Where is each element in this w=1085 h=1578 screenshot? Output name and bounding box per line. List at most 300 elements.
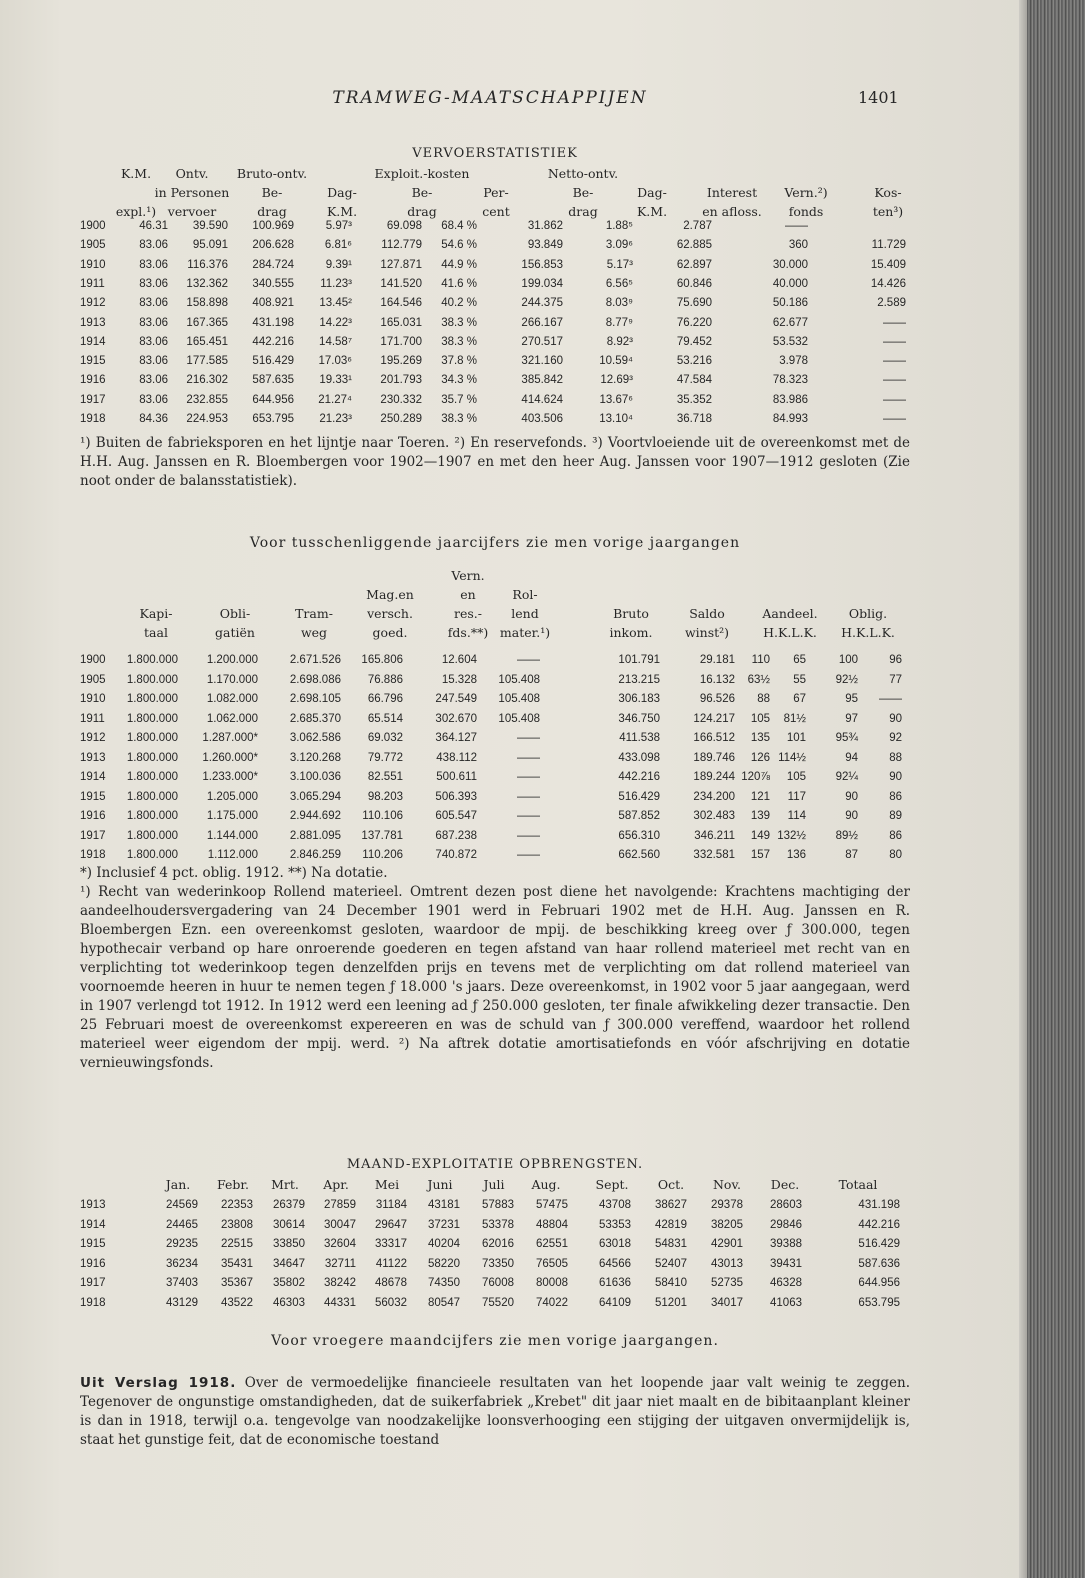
table-cell: 230.332 [380, 393, 422, 406]
table-cell: 587.636 [858, 1257, 900, 1270]
table-cell: 84.36 [139, 413, 168, 425]
column-header: taal [144, 625, 168, 640]
table-cell: 96.526 [699, 693, 735, 705]
table-cell: 43129 [166, 1296, 198, 1309]
table-cell: 83.986 [772, 393, 808, 406]
table-cell: 1.800.000 [126, 654, 178, 666]
table-cell: 92¼ [835, 771, 858, 783]
table-row [80, 394, 910, 413]
column-header: drag [407, 204, 437, 219]
table-cell: 332.581 [693, 849, 735, 861]
table-cell: 3.09⁶ [605, 239, 633, 252]
table-cell: 8.77⁹ [605, 316, 633, 329]
table-cell: 61636 [599, 1277, 631, 1289]
table-cell: 74350 [428, 1277, 460, 1289]
table-cell: 22353 [221, 1199, 253, 1211]
column-header: Rol- [512, 587, 538, 602]
table-cell: 24465 [166, 1218, 198, 1231]
table-row [80, 771, 910, 790]
table-cell: 740.872 [435, 849, 477, 861]
table-cell: 12.604 [441, 654, 477, 666]
table-cell: 63018 [599, 1238, 631, 1250]
table-row [80, 810, 910, 829]
table-cell: 13.67⁶ [599, 393, 633, 406]
table-cell: 93.849 [527, 239, 563, 252]
table-cell: 42819 [655, 1218, 687, 1231]
column-header: fonds [788, 204, 824, 219]
column-header: Oblig. [848, 606, 888, 621]
row-year: 1914 [80, 1218, 106, 1231]
table-cell: 189.746 [693, 751, 735, 764]
table-cell: 2.881.095 [289, 829, 341, 842]
column-header: Vern. [451, 568, 485, 583]
table-cell: 2.846.259 [289, 849, 341, 861]
table-cell: 74022 [536, 1296, 568, 1309]
column-header: Be- [261, 185, 283, 200]
table-cell: 1.88⁵ [605, 220, 633, 232]
column-header: K.M. [326, 204, 358, 219]
table-cell: 306.183 [618, 693, 660, 705]
table-row [80, 654, 910, 673]
verslag-text: Over de vermoedelijke financieele resultaten van het loopende jaar valt weinig te zeggen. Tegenover de ongunstige omstandigheden, dat de suikerfabriek „Krebet" dit jaar niet maalt en de bibitaanplant kleiner is dan in 1918, terwijl o.a. tengevolge van noodzakelijke loonsverhooging een stijging der uitgaven onvermijdelijk is, staat het gunstige feit, dat de economische toestand [80, 1375, 910, 1448]
table-cell: 33850 [273, 1238, 305, 1250]
table-cell: 35802 [273, 1277, 305, 1289]
table-cell: 321.160 [521, 355, 563, 368]
table-cell: 1.205.000 [206, 790, 258, 803]
table-cell: 40204 [428, 1238, 460, 1250]
row-year: 1915 [80, 1238, 106, 1250]
table-cell: 346.211 [694, 829, 735, 842]
table-cell: 414.624 [521, 393, 563, 406]
table-cell: 80547 [428, 1296, 460, 1309]
table-cell: 1.800.000 [126, 771, 178, 783]
table-cell: —— [517, 732, 540, 744]
table-cell: 27859 [324, 1199, 356, 1211]
column-header: Obli- [219, 606, 251, 621]
row-year: 1916 [80, 810, 106, 822]
balans-table [80, 568, 910, 868]
table-cell: 442.216 [858, 1218, 900, 1231]
table-cell: 32604 [324, 1238, 356, 1250]
column-header: weg [300, 625, 328, 640]
table-cell: 76.886 [367, 673, 403, 686]
table-cell: 67 [793, 693, 806, 705]
table-cell: 206.628 [252, 239, 294, 252]
note-vroegere: Voor vroegere maandcijfers zie men vorige jaargangen. [271, 1333, 719, 1349]
table-cell: 16.132 [699, 673, 735, 686]
table-cell: —— [883, 413, 906, 425]
table-cell: 73350 [482, 1257, 514, 1270]
table-cell: 83.06 [139, 297, 168, 310]
table-cell: 101 [786, 732, 806, 744]
table-cell: 1.200.000 [206, 654, 258, 666]
table-cell: 58410 [655, 1277, 687, 1289]
balans-footnote-text: ¹) Recht van wederinkoop Rollend materieel. Omtrent dezen post diene het navolgende: Krachtens machtiging der aandeelhoudersvergadering van 24 December 1901 werd in Februari 1902 met de H.H. Aug. Janssen en R. Bloembergen Ezn. een overeenkomst gesloten, waardoor de mpij. de beschikking kreeg over ƒ 300.000, tegen hypothecair verband op hare onroerende goederen en tegen afstand van haar rollend materieel met recht van en verplichting tot wederinkoop tegen denzelfden prijs en tevens met de verplichting om dat rollend materieel van voornoemde heeren in huur te nemen tegen ƒ 18.000 's jaars. Deze overeenkomst, in 1902 voor 5 jaar aangegaan, werd in 1907 verlengd tot 1912. In 1912 werd een leening ad ƒ 250.000 gesloten, ter finale afwikkeling dezer transactie. Den 25 Februari moest de overeenkomst expereeren en was de schuld van ƒ 300.000 vereffend, waardoor het rollend materieel weer eigendom der mpij. werd. ²) Na aftrek dotatie amortisatiefonds en vóór afschrijving en dotatie vernieuwingsfonds. [80, 884, 910, 1071]
column-header: Be- [411, 185, 433, 200]
table-cell: 39388 [770, 1238, 802, 1250]
table-cell: 63½ [747, 673, 770, 686]
table-cell: 78.323 [772, 374, 808, 387]
table-cell: —— [785, 220, 808, 232]
row-year: 1914 [80, 771, 106, 783]
table-cell: 100.969 [252, 220, 294, 232]
table-cell: 75.690 [676, 297, 712, 310]
table-cell: 1.112.000 [207, 849, 258, 861]
month-header: Jan. [165, 1177, 191, 1192]
month-header: Aug. [531, 1177, 561, 1192]
table-cell: 41122 [375, 1257, 407, 1270]
table-cell: 44331 [324, 1296, 356, 1309]
table-cell: 90 [889, 712, 902, 725]
table-cell: 57883 [482, 1199, 514, 1211]
table-cell: 21.27⁴ [318, 393, 352, 406]
table-cell: 29846 [770, 1218, 802, 1231]
table-cell: 587.852 [618, 810, 660, 822]
table-cell: 2.698.086 [289, 673, 341, 686]
table-cell: 110.206 [362, 849, 403, 861]
column-header: Bruto [613, 606, 649, 621]
table-cell: 3.065.294 [289, 790, 341, 803]
column-header: gatiën [215, 625, 255, 640]
table-cell: 37.8 % [441, 355, 477, 368]
table-cell: 32711 [324, 1257, 356, 1270]
table-cell: —— [879, 693, 902, 705]
table-cell: 1.082.000 [206, 693, 258, 705]
table-cell: 38627 [655, 1199, 687, 1211]
table-row [80, 355, 910, 374]
row-year: 1913 [80, 316, 106, 329]
table-cell: 165.806 [361, 654, 403, 666]
table-cell: 31.862 [527, 220, 563, 232]
column-header: en afloss. [702, 204, 762, 219]
table-cell: —— [883, 393, 906, 406]
table-cell: 1.800.000 [126, 751, 178, 764]
vervoer-footnote: ¹) Buiten de fabrieksporen en het lijntje naar Toeren. ²) En reservefonds. ³) Voortvloeiende uit de overeenkomst met de H.H. Aug. Janssen en R. Bloembergen voor 1902—1907 en met den heer Aug. Janssen voor 1907—1912 gesloten (Zie noot onder de balansstatistiek). [80, 435, 910, 489]
table-cell: 94 [845, 751, 858, 764]
column-header: winst²) [684, 625, 730, 640]
table-cell: 166.512 [693, 732, 735, 744]
column-header: drag [257, 204, 287, 219]
table-cell: 35.7 % [441, 393, 477, 406]
table-cell: 284.724 [252, 258, 294, 271]
table-cell: 121 [750, 790, 770, 803]
column-header: versch. [367, 606, 413, 621]
table-cell: 64109 [599, 1296, 631, 1309]
table-cell: 6.81⁶ [324, 239, 352, 252]
column-header: Aandeel. [762, 606, 818, 621]
month-header: Mei [374, 1177, 400, 1192]
table-cell: 69.032 [367, 732, 403, 744]
table-cell: 40.2 % [441, 297, 477, 310]
table-cell: 1.800.000 [126, 790, 178, 803]
table-cell: 1.800.000 [126, 712, 178, 725]
table-cell: 105.408 [498, 712, 540, 725]
table-cell: 29.181 [699, 654, 735, 666]
table-cell: 177.585 [186, 355, 228, 368]
table-cell: 38242 [324, 1277, 356, 1289]
table-cell: 34.3 % [441, 374, 477, 387]
table-cell: 62016 [482, 1238, 514, 1250]
table-cell: 54831 [655, 1238, 687, 1250]
table-cell: 56032 [375, 1296, 407, 1309]
table-cell: 53378 [482, 1218, 514, 1231]
table-cell: 36234 [166, 1257, 198, 1270]
table-cell: 64566 [599, 1257, 631, 1270]
table-cell: 41063 [770, 1296, 802, 1309]
table-cell: 302.483 [693, 810, 735, 822]
row-year: 1911 [80, 712, 105, 725]
table-cell: 38205 [711, 1218, 743, 1231]
table-cell: 431.198 [858, 1199, 900, 1211]
month-header: Nov. [712, 1177, 742, 1192]
table-cell: 340.555 [252, 277, 294, 290]
table-cell: 1.233.000* [202, 771, 258, 783]
table-cell: 1.144.000 [206, 829, 258, 842]
table-cell: —— [517, 654, 540, 666]
column-header: Interest [706, 185, 758, 200]
table-cell: 38.3 % [441, 335, 477, 348]
table-cell: 65 [793, 654, 806, 666]
month-header: Juni [427, 1177, 453, 1192]
table-cell: 165.451 [186, 335, 228, 348]
table-cell: 662.560 [618, 849, 660, 861]
table-cell: 157 [750, 849, 770, 861]
table-cell: 15.409 [870, 258, 906, 271]
table-cell: 19.33¹ [319, 374, 352, 387]
table-cell: 38.3 % [441, 413, 477, 425]
table-cell: 82.551 [367, 771, 403, 783]
table-cell: 83.06 [139, 355, 168, 368]
table-cell: 83.06 [139, 374, 168, 387]
table-cell: 37231 [428, 1218, 460, 1231]
row-year: 1916 [80, 1257, 106, 1270]
table-row [80, 239, 910, 258]
table-cell: 89½ [835, 829, 858, 842]
table-cell: 156.853 [521, 258, 563, 271]
table-cell: 213.215 [618, 673, 660, 686]
table-cell: 34017 [711, 1296, 743, 1309]
table-cell: 53.216 [676, 355, 712, 368]
table-cell: 47.584 [676, 374, 712, 387]
table-cell: 50.186 [772, 297, 808, 310]
table-cell: 431.198 [252, 316, 294, 329]
table-cell: —— [517, 849, 540, 861]
column-header: drag [568, 204, 598, 219]
table-cell: 100 [838, 654, 858, 666]
table-cell: 75520 [482, 1296, 514, 1309]
table-row [80, 732, 910, 751]
table-cell: 29378 [711, 1199, 743, 1211]
table-cell: 86 [889, 790, 902, 803]
table-cell: 90 [845, 810, 858, 822]
table-cell: 5.97³ [325, 220, 352, 232]
row-year: 1915 [80, 790, 106, 803]
table-cell: 442.216 [252, 335, 294, 348]
table-cell: 114½ [778, 751, 806, 764]
row-year: 1910 [80, 693, 106, 705]
table-cell: 2.787 [683, 220, 712, 232]
table-cell: 62.885 [676, 239, 712, 252]
table-cell: 2.685.370 [289, 712, 341, 725]
balans-footnote-star: *) Inclusief 4 pct. oblig. 1912. **) Na dotatie. [80, 865, 388, 881]
row-year: 1910 [80, 258, 106, 271]
table-cell: 23808 [221, 1218, 253, 1231]
table-cell: 88 [757, 693, 770, 705]
table-cell: 66.796 [367, 693, 403, 705]
table-cell: 29647 [375, 1218, 407, 1231]
table-cell: 687.238 [435, 829, 477, 842]
table-cell: 653.795 [858, 1296, 900, 1309]
table-cell: 101.791 [618, 654, 660, 666]
table-row [80, 317, 910, 336]
table-cell: 250.289 [380, 413, 422, 425]
table-cell: 24569 [166, 1199, 198, 1211]
table-cell: 65.514 [367, 712, 403, 725]
table-row [80, 1297, 910, 1316]
table-cell: 51201 [655, 1296, 687, 1309]
column-header: mater.¹) [499, 625, 551, 640]
table-cell: 53.532 [772, 335, 808, 348]
table-cell: 5.17³ [606, 258, 633, 271]
month-header: Mrt. [271, 1177, 299, 1192]
table-cell: 95¾ [835, 732, 858, 744]
table-cell: 68.4 % [441, 220, 477, 232]
table-cell: 442.216 [618, 771, 660, 783]
row-year: 1918 [80, 413, 106, 425]
table-cell: 21.23³ [319, 413, 352, 425]
table-row [80, 336, 910, 355]
table-cell: 516.429 [858, 1238, 900, 1250]
column-header: Netto-ontv. [547, 166, 619, 181]
table-cell: 30614 [273, 1218, 305, 1231]
table-cell: 2.698.105 [289, 693, 341, 705]
table-cell: 139 [750, 810, 770, 822]
table-cell: 76505 [536, 1257, 568, 1270]
column-header: H.K.L.K. [841, 625, 895, 640]
table-cell: 13.10⁴ [599, 413, 633, 425]
table-cell: 234.200 [693, 790, 735, 803]
table-cell: 120⅞ [741, 771, 770, 783]
column-header: Dag- [327, 185, 357, 200]
row-year: 1913 [80, 1199, 106, 1211]
table-cell: 164.546 [380, 297, 422, 310]
table-cell: 84.993 [772, 413, 808, 425]
table-cell: 516.429 [618, 790, 660, 803]
table-cell: 8.92³ [606, 335, 633, 348]
table-cell: 195.269 [380, 355, 422, 368]
table-cell: 15.328 [441, 673, 477, 686]
month-header: Totaal [838, 1177, 878, 1192]
table-cell: 62.897 [676, 258, 712, 271]
table-cell: 13.45² [319, 297, 352, 310]
vervoerstatistiek-table [80, 142, 910, 438]
table-row [80, 693, 910, 712]
month-header: Febr. [217, 1177, 249, 1192]
table-cell: 8.03⁹ [605, 297, 633, 310]
table-cell: 1.800.000 [126, 693, 178, 705]
column-header: Tram- [295, 606, 333, 621]
table-cell: 189.244 [693, 771, 735, 783]
table-cell: 95.091 [192, 239, 228, 252]
table-cell: 270.517 [521, 335, 563, 348]
table-cell: 39.590 [192, 220, 228, 232]
row-year: 1905 [80, 239, 106, 252]
table-cell: 135 [750, 732, 770, 744]
table-cell: 385.842 [521, 374, 563, 387]
table-row [80, 752, 910, 771]
table-cell: 58220 [428, 1257, 460, 1270]
column-header: res.- [454, 606, 482, 621]
column-header: Kos- [874, 185, 902, 200]
table-cell: —— [517, 810, 540, 822]
table-cell: 57475 [536, 1199, 568, 1211]
table-cell: 46328 [770, 1277, 802, 1289]
table-cell: 95 [845, 693, 858, 705]
table-cell: 653.795 [252, 413, 294, 425]
table-cell: 3.062.586 [289, 732, 341, 744]
table-cell: 1.287.000* [202, 732, 258, 744]
column-header: Be- [572, 185, 594, 200]
table-cell: 77 [889, 673, 902, 686]
table-cell: 132½ [777, 829, 806, 842]
table-cell: 364.127 [435, 732, 477, 744]
table-cell: 244.375 [521, 297, 563, 310]
table-cell: 1.170.000 [206, 673, 258, 686]
table-cell: 1.800.000 [126, 673, 178, 686]
table-cell: 232.855 [186, 393, 228, 406]
table-cell: 3.120.268 [289, 751, 341, 764]
month-header: Juli [483, 1177, 505, 1192]
column-header: cent [482, 204, 510, 219]
table-cell: 2.944.692 [289, 810, 341, 822]
table-cell: 110.106 [362, 810, 403, 822]
table-cell: 80 [889, 849, 902, 861]
table-cell: 1.800.000 [126, 810, 178, 822]
table-cell: 31184 [375, 1199, 407, 1211]
note-tusschenliggende: Voor tusschenliggende jaarcijfers zie men vorige jaargangen [249, 535, 741, 551]
table-cell: 30047 [324, 1218, 356, 1231]
month-header: Oct. [657, 1177, 685, 1192]
row-year: 1915 [80, 355, 106, 368]
table-cell: 1.062.000 [206, 712, 258, 725]
column-header: H.K.L.K. [763, 625, 817, 640]
table-row [80, 791, 910, 810]
table-cell: 1.800.000 [126, 849, 178, 861]
table-cell: 656.310 [618, 829, 660, 842]
row-year: 1900 [80, 220, 106, 232]
table-cell: 35.352 [676, 393, 712, 406]
table-cell: 105 [750, 712, 770, 725]
table-cell: 83.06 [139, 258, 168, 271]
table-cell: 33317 [375, 1238, 407, 1250]
table-cell: 117 [787, 790, 806, 803]
table-cell: 199.034 [521, 277, 563, 290]
table-cell: 137.781 [361, 829, 403, 842]
table-cell: 89 [889, 810, 902, 822]
month-header: Sept. [595, 1177, 629, 1192]
table-cell: 41.6 % [441, 277, 477, 290]
column-header: in Personen [154, 185, 230, 200]
table-cell: 43013 [711, 1257, 743, 1270]
row-year: 1917 [80, 829, 106, 842]
table-cell: 14.426 [870, 277, 906, 290]
row-year: 1916 [80, 374, 106, 387]
table-cell: 201.793 [380, 374, 422, 387]
table-cell: 141.520 [380, 277, 422, 290]
table-cell: 90 [889, 771, 902, 783]
table-cell: 81½ [783, 712, 806, 725]
maand-table [80, 1155, 910, 1315]
